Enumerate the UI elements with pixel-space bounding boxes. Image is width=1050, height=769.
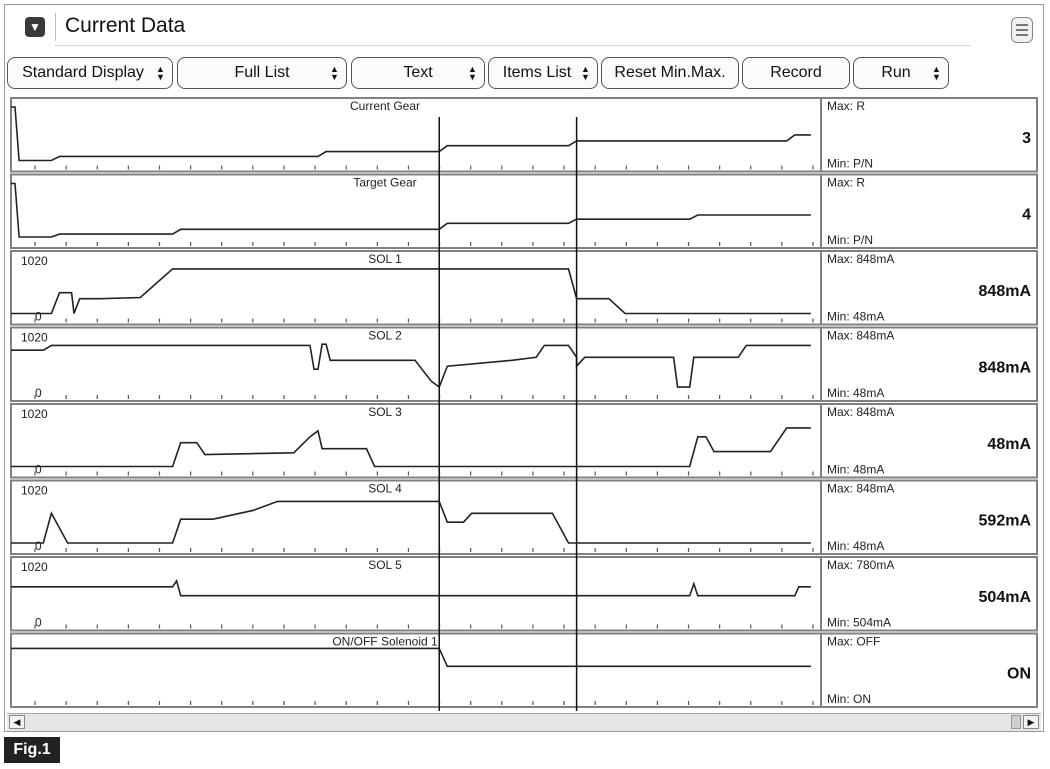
sol-1-max-label: Max: 848mA [827,252,895,266]
full-list-label: Full List [234,64,290,81]
current-gear-current-value: 3 [1022,129,1031,147]
toolbar [5,57,1043,91]
current-gear-max-label: Max: R [827,99,866,113]
items-list-select[interactable] [488,57,598,89]
sol-5-min-label: Min: 504mA [827,615,892,630]
run-label: Run [881,64,911,81]
scroll-thumb[interactable] [1011,715,1021,729]
current-gear-title: Current Gear [349,99,421,113]
up-down-arrow-icon: ▲ ▼ [468,64,477,82]
sol-4-current-value: 592mA [978,512,1031,530]
sol-1-title: SOL 1 [368,252,402,266]
sol-3-min-label: Min: 48mA [827,462,885,477]
on-off-solenoid-1-min-label: Min: ON [827,692,872,706]
menu-icon[interactable] [1011,17,1033,43]
record-button[interactable] [742,57,850,89]
scroll-right-arrow-icon[interactable]: ▶ [1023,715,1039,729]
sol-5-ymax-label: 1020 [21,560,48,574]
target-gear-min-label: Min: P/N [827,233,874,247]
title-separator [55,13,56,41]
on-off-solenoid-1-title: ON/OFF Solenoid 1 [332,634,438,649]
up-down-arrow-icon: ▲ ▼ [581,64,590,82]
up-down-arrow-icon: ▲ ▼ [330,64,339,82]
sol-2-current-value: 848mA [978,359,1031,377]
sol-5-max-label: Max: 780mA [827,558,895,572]
figure-label: Fig.1 [4,737,60,763]
sol-2-ymax-label: 1020 [21,330,48,345]
sol-1-current-value: 848mA [978,282,1031,300]
sol-5-title: SOL 5 [368,558,402,572]
scroll-left-arrow-icon[interactable]: ◀ [9,715,25,729]
run-select[interactable] [853,57,949,89]
up-down-arrow-icon: ▲ ▼ [156,64,165,82]
on-off-solenoid-1-max-label: Max: OFF [827,634,881,649]
graphs-svg [7,97,1041,711]
sol-2-ymin-label: 0 [35,386,42,400]
sol-4-title: SOL 4 [368,481,402,496]
sol-1-ymin-label: 0 [35,309,42,324]
sol-3-ymin-label: 0 [35,462,42,477]
standard-display-label: Standard Display [22,64,144,81]
data-graphs [7,97,1041,711]
record-label: Record [770,64,822,81]
sol-2-max-label: Max: 848mA [827,328,895,343]
on-off-solenoid-1-panel-frame [11,634,1037,708]
sol-3-max-label: Max: 848mA [827,405,895,419]
window-title: Current Data [65,14,186,37]
sol-4-max-label: Max: 848mA [827,481,895,496]
reset-min-max-label: Reset Min.Max. [614,64,726,81]
items-list-label: Items List [502,64,572,81]
sol-1-min-label: Min: 48mA [827,309,885,324]
sol-4-ymax-label: 1020 [21,483,48,498]
horizontal-scrollbar[interactable] [7,713,1041,731]
full-list-select[interactable] [177,57,347,89]
sol-2-title: SOL 2 [368,328,402,343]
collapse-dropdown-icon[interactable]: ▼ [25,17,45,37]
reset-min-max-button[interactable] [601,57,739,89]
target-gear-max-label: Max: R [827,175,866,190]
title-underline [55,45,970,46]
sol-5-ymin-label: 0 [35,615,42,630]
sol-3-current-value: 48mA [987,435,1031,453]
title-bar [5,5,1043,49]
current-data-window [4,4,1044,732]
on-off-solenoid-1-current-value: ON [1007,665,1031,683]
text-select[interactable] [351,57,485,89]
standard-display-select[interactable] [7,57,173,89]
sol-3-title: SOL 3 [368,405,402,419]
text-label: Text [403,64,433,81]
sol-4-min-label: Min: 48mA [827,539,885,553]
sol-3-ymax-label: 1020 [21,407,48,421]
sol-5-current-value: 504mA [978,588,1031,606]
sol-1-ymax-label: 1020 [21,254,48,268]
sol-2-min-label: Min: 48mA [827,386,885,400]
target-gear-title: Target Gear [353,175,417,190]
current-gear-min-label: Min: P/N [827,156,874,171]
target-gear-panel-frame [11,175,1037,249]
target-gear-current-value: 4 [1022,206,1031,224]
up-down-arrow-icon: ▲ ▼ [932,64,941,82]
sol-4-ymin-label: 0 [35,539,42,553]
current-gear-panel-frame [11,98,1037,172]
